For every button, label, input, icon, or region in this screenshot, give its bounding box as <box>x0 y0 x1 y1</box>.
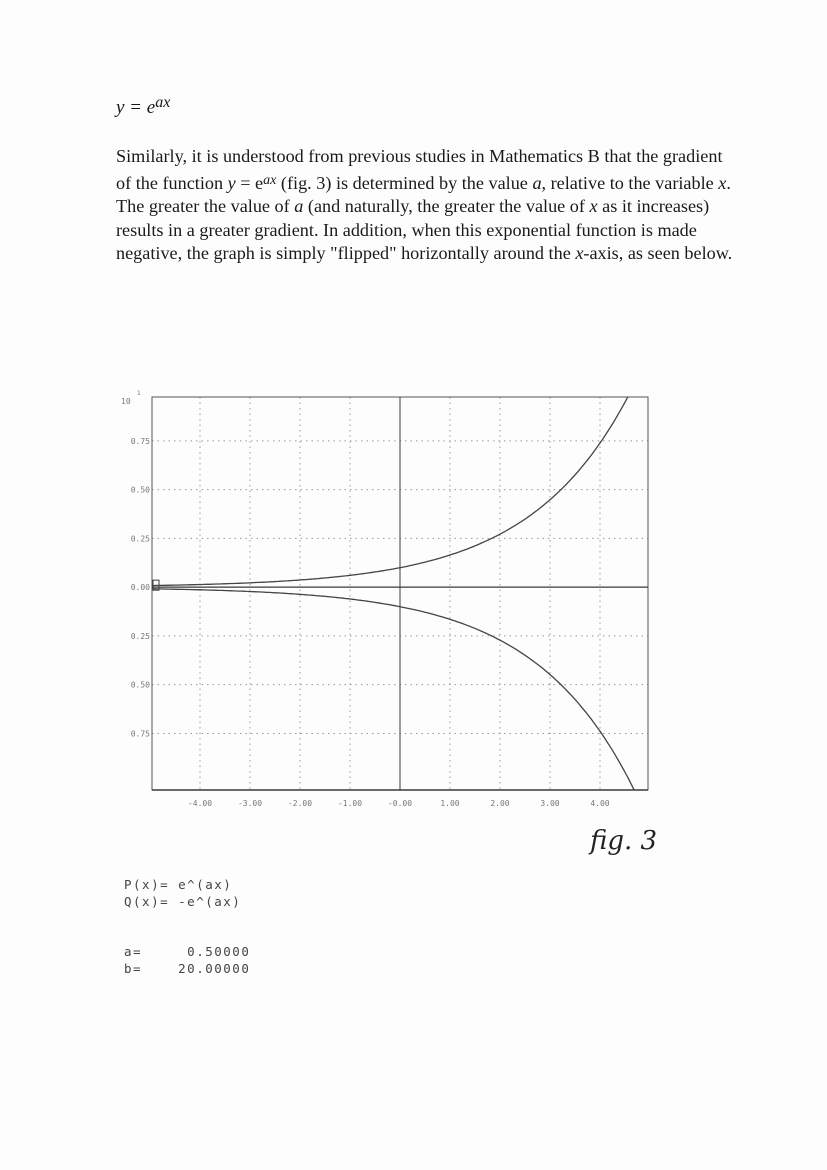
series-p-point <box>299 579 300 580</box>
para-text: as it increases) results in a greater gradient. In addition, when this exponential function is made negative, the graph is simply "flipped" horizontally around the <box>116 196 710 264</box>
series-p-curve <box>152 397 628 586</box>
y-tick-label: 0.25 <box>130 631 150 641</box>
para-text: . The greater the value of <box>116 172 731 217</box>
para-text: = e <box>235 172 264 193</box>
figure-caption: fig. 3 <box>590 826 658 856</box>
para-var: x <box>589 196 598 217</box>
para-var: y <box>227 172 236 193</box>
para-var: x <box>718 172 727 193</box>
x-tick-label: -3.00 <box>237 799 263 808</box>
x-tick-label: 2.00 <box>490 799 510 808</box>
y-tick-label: 0.00 <box>130 583 150 593</box>
y-tick-label: 0.75 <box>130 729 150 739</box>
y-scale-exponent: 1 <box>137 390 141 397</box>
series-p-point <box>399 567 400 568</box>
series-p-point <box>599 442 600 443</box>
parameter-b: b= 20.00000 <box>124 961 251 976</box>
x-tick-label: 4.00 <box>590 799 610 808</box>
series-q-point <box>299 594 300 595</box>
series-q-point <box>634 789 635 790</box>
tick-labels <box>121 390 610 808</box>
para-text: -axis, as seen below. <box>583 243 733 264</box>
series-p-point <box>499 534 500 535</box>
x-tick-label: 1.00 <box>440 799 460 808</box>
x-tick-label: -4.00 <box>187 799 213 808</box>
series-p-point <box>449 554 450 555</box>
y-tick-label: 0.75 <box>130 436 150 446</box>
series-p-point <box>549 499 550 500</box>
y-tick-label: 0.50 <box>130 680 150 690</box>
x-tick-label: -2.00 <box>287 799 313 808</box>
series-q-point <box>199 589 200 590</box>
para-var: a <box>532 172 542 193</box>
y-tick-label: 0.25 <box>130 534 150 544</box>
x-tick-label: -1.00 <box>337 799 363 808</box>
para-exponent: ax <box>263 172 277 188</box>
function-p-definition: P(x)= e^(ax) <box>124 877 233 892</box>
parameter-a: a= 0.50000 <box>124 944 251 959</box>
series-q-point <box>349 598 350 599</box>
equation-heading-lhs: y = e <box>116 97 156 118</box>
series-q-curve <box>152 589 634 790</box>
y-scale-label: 10 <box>121 397 131 406</box>
series-p-point <box>249 582 250 583</box>
para-var: a <box>294 196 304 217</box>
para-text: (fig. 3) is determined by the value <box>276 172 533 193</box>
series-q-point <box>599 731 600 732</box>
series-q-point <box>399 606 400 607</box>
series-p-point <box>627 396 628 397</box>
series-p-point <box>349 575 350 576</box>
series-q-point <box>249 591 250 592</box>
series <box>152 396 635 790</box>
x-tick-label: 3.00 <box>540 799 560 808</box>
para-text: Similarly, it is understood from previous studies in Mathematics B that the gradient of the function <box>116 146 723 193</box>
series-p-point <box>199 584 200 585</box>
y-tick-label: 0.50 <box>130 485 150 495</box>
equation-heading-exponent: ax <box>155 94 171 111</box>
series-q-point <box>499 640 500 641</box>
function-q-definition: Q(x)= -e^(ax) <box>124 894 242 909</box>
x-tick-label: -0.00 <box>387 799 413 808</box>
series-q-point <box>449 619 450 620</box>
para-var: x <box>575 243 584 264</box>
para-text: , relative to the variable <box>541 172 719 193</box>
series-q-point <box>549 674 550 675</box>
axes <box>152 397 648 790</box>
para-text: (and naturally, the greater the value of <box>303 196 590 217</box>
